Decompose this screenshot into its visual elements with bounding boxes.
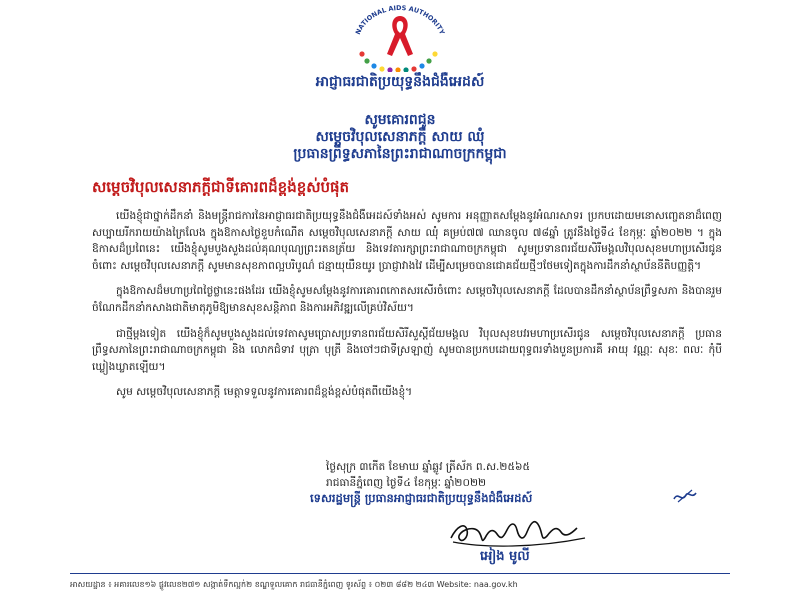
letter-body <box>92 208 722 410</box>
paragraph-4: សូម សម្តេចវិបុលសេនាភក្តី មេត្តាទទួលនូវការគោរពដ៏ខ្ពង់ខ្ពស់បំផុតពីយើងខ្ញុំ។ <box>116 386 413 399</box>
recipient-name: សម្តេចវិបុលសេនាភក្តី សាយ ឈុំ <box>315 129 485 145</box>
paragraph-1: យើងខ្ញុំជាថ្នាក់ដឹកនាំ និងមន្ត្រីរាជការនៃអាជ្ញាធរជាតិប្រយុទ្ធនឹងជំងឺអេដស៍ទាំងអស់ សូមការ អនុញ្ញាតសម្តែងនូវអំណរសាទរ ប្រកបដោយមនោសញ្ចេតនាដ៏ពេញសប្បាយរីករាយយ៉ាងក្រៃលែង ក្នុងឱកាសថ្ងៃខួបកំណើត សម្តេចវិបុលសេនាភក្តី សាយ ឈុំ គម្រប់៧៧ ឈានចូល ៧៨ឆ្នាំ ត្រូវនឹងថ្ងៃទី៤ ខែកុម្ភៈ ឆ្នាំ២០២២ ។ ក្នុងឱកាសដ៏ប្រពៃនេះ យើងខ្ញុំសូមបួងសួងដល់គុណបុណ្យព្រះរតនត្រ័យ និងទេវតារក្សាព្រះរាជាណាចក្រកម្ពុជា សូមប្រទានពរជ័យសិរីមង្គលវិបុលសុខមហាប្រសើរជូនចំពោះ សម្តេចវិបុលសេនាភក្តី សូមមានសុខភាពល្អបរិបូណ៌ ជន្មាយុយឺនយូរ ប្រាជ្ញាវាងវៃ ដើម្បីសម្រេចបានជោគជ័យថ្មីៗថែមទៀតក្នុងការដឹកនាំស្ថាប័ននីតិបញ្ញត្តិ។ <box>92 210 722 272</box>
naa-logo <box>340 2 460 72</box>
salutation: សូមគោរពជូន <box>364 112 436 128</box>
recipient-title: ប្រធានព្រឹទ្ធសភានៃព្រះរាជាណាចក្រកម្ពុជា <box>293 146 507 162</box>
letter-heading: សម្តេចវិបុលសេនាភក្តីជាទីគោរពដ៏ខ្ពង់ខ្ពស់បំផុត <box>92 178 350 196</box>
signer-role: ទេសរដ្ឋមន្ត្រី ប្រធានអាជ្ញាធរជាតិប្រយុទ្ធនឹងជំងឺអេដស៍ <box>310 491 533 505</box>
organization-name: អាជ្ញាធរជាតិប្រយុទ្ធនឹងជំងឺអេដស៍ <box>315 74 485 90</box>
signer-name: អៀង មូលី <box>480 549 530 564</box>
footer-contact: អាសយដ្ឋាន ៖ អគារលេខ១៦ ផ្លូវលេខ២៧១ សង្កាត់ទឹកល្អក់២ ខណ្ឌទួលគោក រាជធានីភ្នំពេញ ទូរស័ព្ទ ៖ ០២៣ ៨៨២ ២៤៣ Website: naa.gov.kh <box>70 580 518 589</box>
recipient-block <box>0 112 800 163</box>
footer-divider <box>70 573 730 574</box>
lunar-date: ថ្ងៃសុក្រ ៣កើត ខែមាឃ ឆ្នាំឆ្លូវ ត្រីស័ក ព.ស.២៥៦៥ <box>326 461 530 473</box>
paragraph-3: ជាថ្មីម្តងទៀត យើងខ្ញុំក៏សូមបួងសួងដល់ទេវតាសូមប្រោសប្រទានពរជ័យសិរីសួស្តីជ័យមង្គល វិបុលសុខបវរមហាប្រសើរជូន សម្តេចវិបុលសេនាភក្តី ប្រធានព្រឹទ្ធសភានៃព្រះរាជាណាចក្រកម្ពុជា និង លោកជំទាវ បុត្រា បុត្រី និងចៅៗជាទីស្រឡាញ់ សូមបានប្រកបដោយពុទ្ធពរទាំងបួនប្រការគឺ អាយុ វណ្ណៈ សុខៈ ពលៈ កុំបីឃ្លៀងឃ្លាតឡើយ។ <box>92 327 722 373</box>
logo-text: NATIONAL AIDS AUTHORITY <box>353 3 447 36</box>
solar-date: រាជធានីភ្នំពេញ ថ្ងៃទី៤ ខែកុម្ភៈ ឆ្នាំ២០២២ <box>326 476 486 489</box>
date-block <box>326 460 530 491</box>
paragraph-2: ក្នុងឱកាសដ៏មហាប្រពៃថ្ងៃថ្លានេះផងដែរ យើងខ្ញុំសូមសម្តែងនូវការគោរពកោតសរសើរចំពោះ សម្តេចវិបុលសេនាភក្តី ដែលបានដឹកនាំស្ថាប័នព្រឹទ្ធសភា និងបានរួមចំណែកដឹកនាំកសាងជាតិមាតុភូមិឱ្យមានសុខសន្តិភាព និងការអភិវឌ្ឍលើគ្រប់វិស័យ។ <box>92 285 722 314</box>
initial-mark-icon <box>672 487 698 505</box>
